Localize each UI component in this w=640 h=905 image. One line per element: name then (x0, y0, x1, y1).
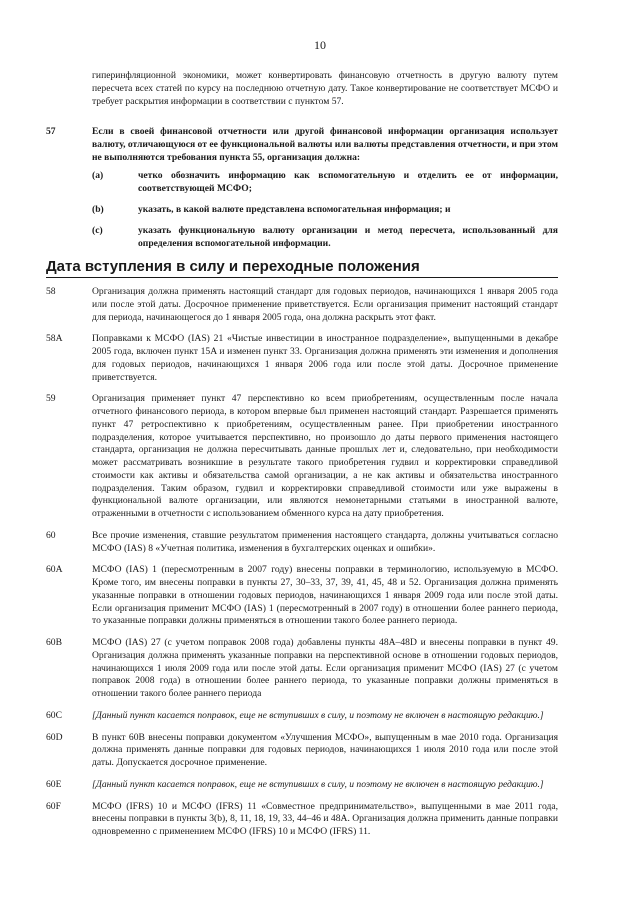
paragraph-number: 59 (46, 393, 56, 405)
paragraph-60b (46, 637, 558, 701)
paragraph-text: МСФО (IAS) 27 (с учетом поправок 2008 года) добавлены пункты 48A–48D и внесены поправки в пункт 49. Организация должна применять указанные поправки на перспективной основе в отношении годовых периодов, начинающихся 1 июля 2009 года или после этой даты. Если организация применит МСФО (IAS) 27 (с учетом поправок 2008 года) в отношении более раннего периода, то указанные поправки должны применяться в отношении такого более раннего периода (92, 637, 558, 699)
item-text: четко обозначить информацию как вспомогательную и отделить ее от информации, соответствующей МСФО; (138, 170, 558, 194)
paragraph-text: МСФО (IAS) 1 (пересмотренным в 2007 году) внесены поправки в терминологию, используемую в МСФО. Кроме того, им внесены поправки в пункты 27, 30–33, 37, 39, 41, 45, 48 и 52. Организация должна применять указанные поправки в отношении годовых периодов, начинающихся 1 января 2009 года или после этой даты. Если организация применит МСФО (IAS) 1 (пересмотренный в 2007 году) в отношении более раннего периода, то указанные поправки должны применяться в отношении такого более раннего периода. (92, 564, 558, 627)
paragraph-number: 58A (46, 333, 63, 345)
item-text: указать, в какой валюте представлена вспомогательная информация; и (138, 203, 451, 215)
intro-paragraph: гиперинфляционной экономики, может конвертировать финансовую отчетность в другую валюту путем пересчета всех статей по курсу на последнюю отчетную дату. Такое конвертирование не соответствует МСФО и требует раскрытия информации в соответствии с пунктом 57. (92, 70, 558, 107)
paragraph-number: 58 (46, 286, 56, 297)
list-item (92, 204, 558, 217)
paragraph-text: [Данный пункт касается поправок, еще не вступивших в силу, и поэтому не включен в настоящую редакцию.] (92, 778, 544, 790)
item-text: указать функциональную валюту организации и метод пересчета, использованный для определения вспомогательной информации. (138, 224, 558, 249)
paragraph-number: 57 (46, 126, 56, 137)
paragraph-number: 60E (46, 778, 62, 790)
paragraph-57 (46, 126, 558, 165)
paragraph-number: 60 (46, 529, 56, 541)
item-letter: (a) (92, 170, 104, 181)
paragraph-60 (46, 530, 558, 556)
paragraph-60a (46, 564, 558, 628)
paragraph-58a (46, 333, 558, 384)
paragraph-59 (46, 393, 558, 521)
list-item (92, 170, 558, 196)
paragraph-text: МСФО (IFRS) 10 и МСФО (IFRS) 11 «Совместное предпринимательство», выпущенными в мае 2011 года, внесены поправки в пункты 3(b), 8, 11, 18, 19, 33, 44–46 и 48A. Организация должна применить данные поправки одновременно с применением МСФО (IFRS) 10 и МСФО (IFRS) 11. (92, 800, 558, 837)
paragraph-60c (46, 710, 558, 723)
section-heading: Дата вступления в силу и переходные положения (46, 258, 558, 278)
paragraph-text: [Данный пункт касается поправок, еще не вступивших в силу, и поэтому не включен в настоящую редакцию.] (92, 709, 544, 721)
page-number: 10 (314, 38, 326, 52)
paragraph-57-items (92, 170, 558, 259)
paragraph-number: 60B (46, 637, 62, 648)
paragraph-text: Организация применяет пункт 47 перспективно ко всем приобретениям, осуществленным после начала отчетного финансового периода, в котором впервые был применен настоящий стандарт. Разрешается применять пункт 47 ретроспективно к приобретениям, осуществленным ранее. При приобретении иностранного подразделения, которое учитывается перспективно, но произошло до даты первого применения настоящего стандарта, организация не должна пересчитывать данные прошлых лет и, следовательно, при необходимости может рассматривать возникшие в результате такого приобретения гудвил и корректировки справедливой стоимости как активы и обязательства самой организации, а не как активы и обязательства иностранного подразделения. Таким образом, гудвил и корректировки справедливой стоимости или уже выражены в функциональной валюте организации, или являются немонетарными статьями в иностранной валюте, отраженными в отчетности с использованием обменного курса на дату приобретения. (92, 393, 558, 519)
item-letter: (b) (92, 203, 104, 215)
paragraph-number: 60F (46, 800, 61, 812)
paragraph-list (46, 286, 558, 848)
paragraph-number: 60D (46, 731, 63, 743)
list-item (92, 225, 558, 251)
paragraph-text: Организация должна применять настоящий стандарт для годовых периодов, начинающихся 1 января 2005 года или после этой даты. Досрочное применение приветствуется. Если организация применит настоящий стандарт для периода, начинающегося до 1 января 2005 года, она должна раскрыть этот факт. (92, 286, 558, 323)
paragraph-58 (46, 286, 558, 324)
paragraph-60f (46, 801, 558, 839)
paragraph-number: 60C (46, 709, 62, 721)
paragraph-text: Поправками к МСФО (IAS) 21 «Чистые инвестиции в иностранное подразделение», выпущенными в декабре 2005 года, включен пункт 15A и изменен пункт 33. Организация должна применять эти изменения и дополнения для годовых периодов, начинающихся 1 января 2006 года или после этой даты. Досрочное применение приветствуется. (92, 333, 558, 383)
item-letter: (c) (92, 224, 103, 236)
paragraph-60e (46, 779, 558, 792)
paragraph-60d (46, 732, 558, 770)
paragraph-text: В пункт 60B внесены поправки документом «Улучшения МСФО», выпущенным в мае 2010 года. Организация должна применять данные поправки для годовых периодов, начинающихся 1 июля 2010 года или после этой даты. Допускается досрочное применение. (92, 731, 558, 768)
paragraph-text: Если в своей финансовой отчетности или другой финансовой информации организация использует валюту, отличающуюся от ее функциональной валюты или валюты представления отчетности, и при этом не выполняются требования пункта 55, организация должна: (92, 126, 558, 163)
paragraph-text: Все прочие изменения, ставшие результатом применения настоящего стандарта, должны учитываться согласно МСФО (IAS) 8 «Учетная политика, изменения в бухгалтерских оценках и ошибки». (92, 529, 558, 554)
paragraph-number: 60A (46, 564, 63, 576)
